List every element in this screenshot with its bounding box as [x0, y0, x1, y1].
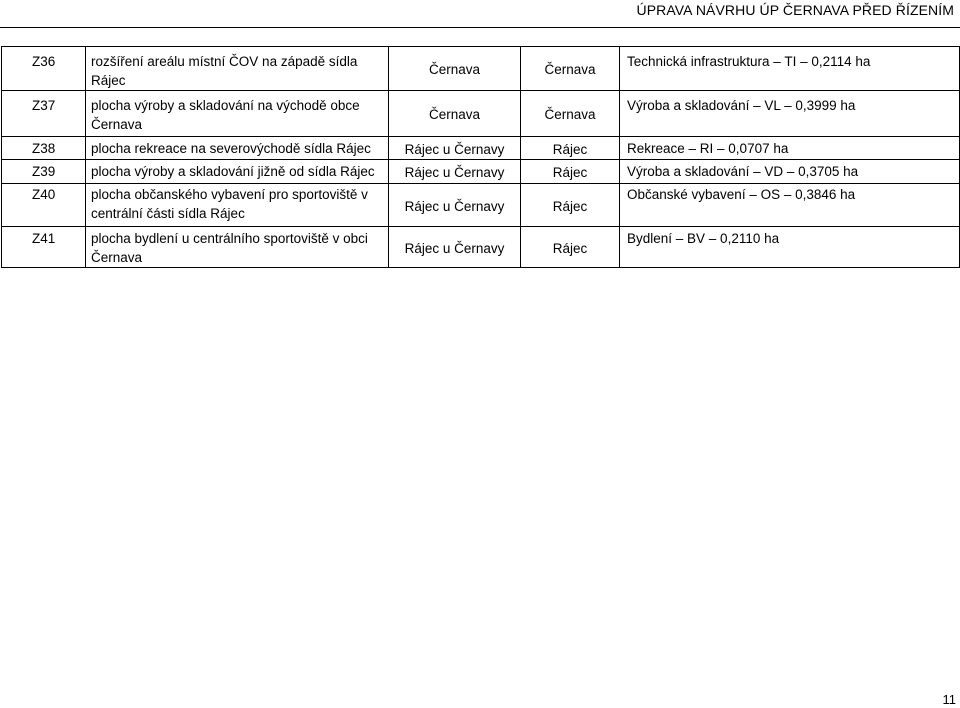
row-description: plocha výroby a skladování jižně od sídla Rájec — [86, 160, 389, 184]
row-description: plocha občanského vybavení pro sportoviště v centrální části sídla Rájec — [86, 184, 389, 227]
row-cadastre: Černava — [389, 91, 521, 137]
row-land-use: Výroba a skladování – VD – 0,3705 ha — [620, 160, 960, 184]
row-description: rozšíření areálu místní ČOV na západě sídla Rájec — [86, 47, 389, 91]
row-code: Z36 — [2, 47, 86, 91]
row-code: Z38 — [2, 137, 86, 160]
row-cadastre: Rájec u Černavy — [389, 184, 521, 227]
row-settlement: Rájec — [521, 184, 620, 227]
row-land-use: Rekreace – RI – 0,0707 ha — [620, 137, 960, 160]
row-cadastre: Rájec u Černavy — [389, 227, 521, 268]
row-settlement: Rájec — [521, 227, 620, 268]
row-settlement: Rájec — [521, 137, 620, 160]
table-row — [2, 91, 960, 137]
row-code: Z39 — [2, 160, 86, 184]
row-code: Z37 — [2, 91, 86, 137]
row-settlement: Rájec — [521, 160, 620, 184]
page-header-title: ÚPRAVA NÁVRHU ÚP ČERNAVA PŘED ŘÍZENÍM — [636, 2, 954, 18]
row-land-use: Výroba a skladování – VL – 0,3999 ha — [620, 91, 960, 137]
table-row — [2, 160, 960, 184]
row-cadastre: Rájec u Černavy — [389, 137, 521, 160]
row-code: Z41 — [2, 227, 86, 268]
row-land-use: Technická infrastruktura – TI – 0,2114 ha — [620, 47, 960, 91]
table-row — [2, 184, 960, 227]
header-rule — [0, 27, 960, 28]
areas-table — [1, 46, 960, 268]
row-settlement: Černava — [521, 91, 620, 137]
row-settlement: Černava — [521, 47, 620, 91]
page-number: 11 — [942, 692, 956, 707]
row-land-use: Občanské vybavení – OS – 0,3846 ha — [620, 184, 960, 227]
row-cadastre: Rájec u Černavy — [389, 160, 521, 184]
row-code: Z40 — [2, 184, 86, 227]
table-row — [2, 137, 960, 160]
row-description: plocha rekreace na severovýchodě sídla Rájec — [86, 137, 389, 160]
row-cadastre: Černava — [389, 47, 521, 91]
table-row — [2, 227, 960, 268]
row-description: plocha výroby a skladování na východě obce Černava — [86, 91, 389, 137]
table-row — [2, 47, 960, 91]
row-land-use: Bydlení – BV – 0,2110 ha — [620, 227, 960, 268]
row-description: plocha bydlení u centrálního sportoviště v obci Černava — [86, 227, 389, 268]
